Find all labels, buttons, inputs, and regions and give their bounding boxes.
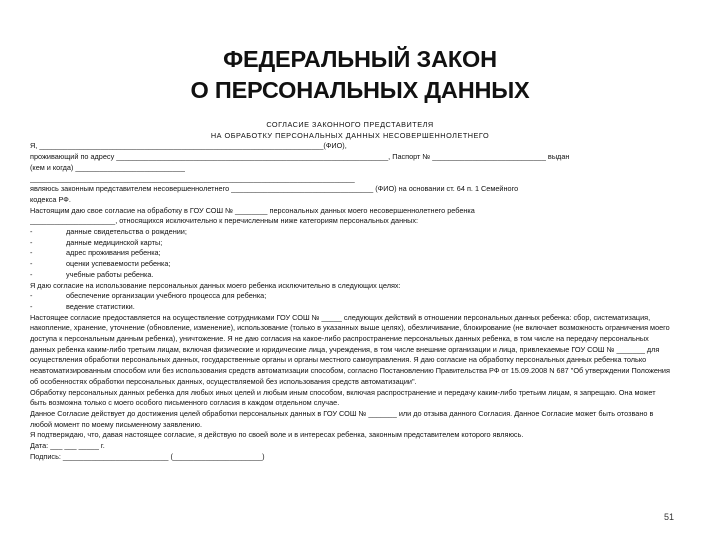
consent-document bbox=[30, 120, 670, 463]
title-line-2: О ПЕРСОНАЛЬНЫХ ДАННЫХ bbox=[190, 77, 530, 103]
list-item: - обеспечение организации учебного процесса для ребенка; bbox=[30, 291, 267, 301]
page-number: 51 bbox=[664, 512, 675, 522]
title-line-1: ФЕДЕРАЛЬНЫЙ ЗАКОН bbox=[223, 46, 497, 72]
code-reference-line: кодекса РФ. bbox=[30, 194, 71, 204]
purposes-intro-line: Я даю согласие на использование персональных данных моего ребенка исключительно в следующих целях: bbox=[30, 280, 401, 290]
list-item: - ведение статистики. bbox=[30, 301, 135, 311]
document-heading-2: НА ОБРАБОТКУ ПЕРСОНАЛЬНЫХ ДАННЫХ НЕСОВЕРШЕННОЛЕТНЕГО bbox=[210, 130, 490, 140]
address-line: проживающий по адресу ___________________________________________________________________, Паспорт № ____________________________ выдан bbox=[30, 152, 570, 162]
categories-intro-line: _____________________, относящихся исключительно к перечисленным ниже категориям персональных данных: bbox=[30, 216, 419, 226]
representative-line: являюсь законным представителем несовершеннолетнего ___________________________________ (ФИО) на основании ст. 64 п. 1 Семейного bbox=[30, 184, 519, 194]
document-heading-1: СОГЛАСИЕ ЗАКОННОГО ПРЕДСТАВИТЕЛЯ bbox=[266, 120, 434, 129]
list-item: - адрес проживания ребенка; bbox=[30, 248, 161, 258]
list-item: - данные медицинской карты; bbox=[30, 237, 163, 247]
list-item: - учебные работы ребенка. bbox=[30, 269, 154, 279]
consent-line: Настоящим даю свое согласие на обработку в ГОУ СОШ № ________ персональных данных моего несовершеннолетнего ребенка bbox=[30, 205, 475, 215]
confirmation-paragraph: Я подтверждаю, что, давая настоящее согласие, я действую по своей воле и в интересах ребенка, законным представителем которого являюсь. bbox=[30, 430, 524, 440]
blank-line: ________________________________________________________________________________ bbox=[30, 173, 355, 183]
list-item: - оценки успеваемости ребенка; bbox=[30, 259, 171, 269]
slide-title bbox=[0, 44, 720, 106]
issued-by-line: (кем и когда) ___________________________ bbox=[30, 162, 185, 172]
actions-paragraph: Настоящее согласие предоставляется на осуществление сотрудниками ГОУ СОШ № _____ следующих действий в отношении персональных данных ребенка: сбор, систематизация, накопление, хранение, уточнение (обновление, изменение), использование (только в указанных выше целях), обезличивание, блокирование (не включает возможность ограничения моего доступа к персональным данным ребенка), уничтожение. Я не даю согласия на какое-либо распространение персональных данных ребенка, в том числе на передачу персональных данных ребенка каким-либо третьим лицам, включая физические и юридические лица, учреждения, в том числе внешние организации и лица, привлекаемые ГОУ СОШ № _______ для осуществления обработки персональных данных, государственные органы и органы местного самоуправления. Я даю согласие на обработку персональных данных ребенка только неавтоматизированным способом или без использования средств автоматизации способом, согласно Постановлению Правительства РФ от 15.09.2008 N 687 "Об утверждении Положения об особенностях обработки персональных данных, осуществляемой без использования средств автоматизации". bbox=[30, 312, 670, 386]
name-line: Я, ______________________________________________________________________(ФИО), bbox=[30, 141, 347, 151]
signature-line: Подпись: __________________________ (______________________) bbox=[30, 451, 265, 461]
validity-paragraph: Данное Согласие действует до достижения целей обработки персональных данных в ГОУ СОШ № _______ или до отзыва данного Согласия. Данное Согласие может быть отозвано в любой момент по моему письменному заявлению. bbox=[30, 408, 654, 429]
prohibition-paragraph: Обработку персональных данных ребенка для любых иных целей и любым иным способом, включая распространение и передачу каким-либо третьим лицам, я запрещаю. Она может быть возможна только с моего особого письменного согласия в каждом отдельном случае. bbox=[30, 387, 656, 408]
list-item: - данные свидетельства о рождении; bbox=[30, 227, 187, 237]
date-line: Дата: ___ ___ _____ г. bbox=[30, 441, 105, 451]
